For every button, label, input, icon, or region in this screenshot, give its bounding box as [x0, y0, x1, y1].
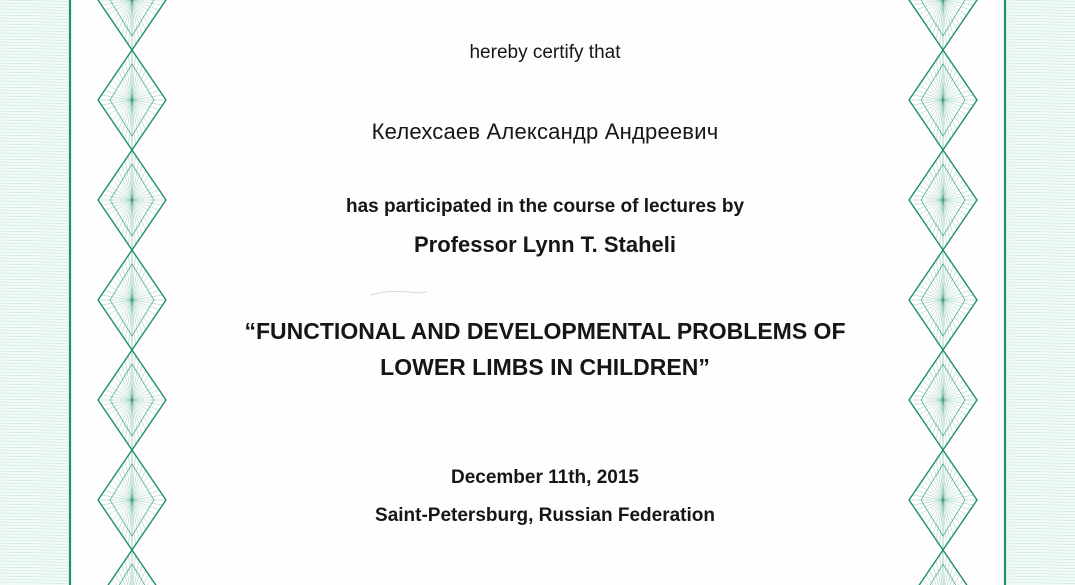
course-title [180, 313, 910, 385]
left-guilloche-pattern [0, 0, 180, 585]
course-title-line-1: “FUNCTIONAL AND DEVELOPMENTAL PROBLEMS OF [244, 318, 846, 344]
course-title-line-2: LOWER LIMBS IN CHILDREN” [380, 354, 710, 380]
right-guilloche-pattern [895, 0, 1075, 585]
recipient-name: Келехсаев Александр Андреевич [371, 119, 719, 144]
scan-smudge [368, 289, 428, 297]
certificate-location: Saint-Petersburg, Russian Federation [375, 505, 715, 526]
left-guilloche-border [0, 0, 180, 585]
certify-statement: hereby certify that [469, 42, 621, 63]
right-guilloche-border [895, 0, 1075, 585]
participation-statement: has participated in the course of lectures by [345, 196, 745, 217]
lecturer-name: Professor Lynn T. Staheli [413, 232, 677, 257]
certificate-date: December 11th, 2015 [450, 467, 639, 488]
